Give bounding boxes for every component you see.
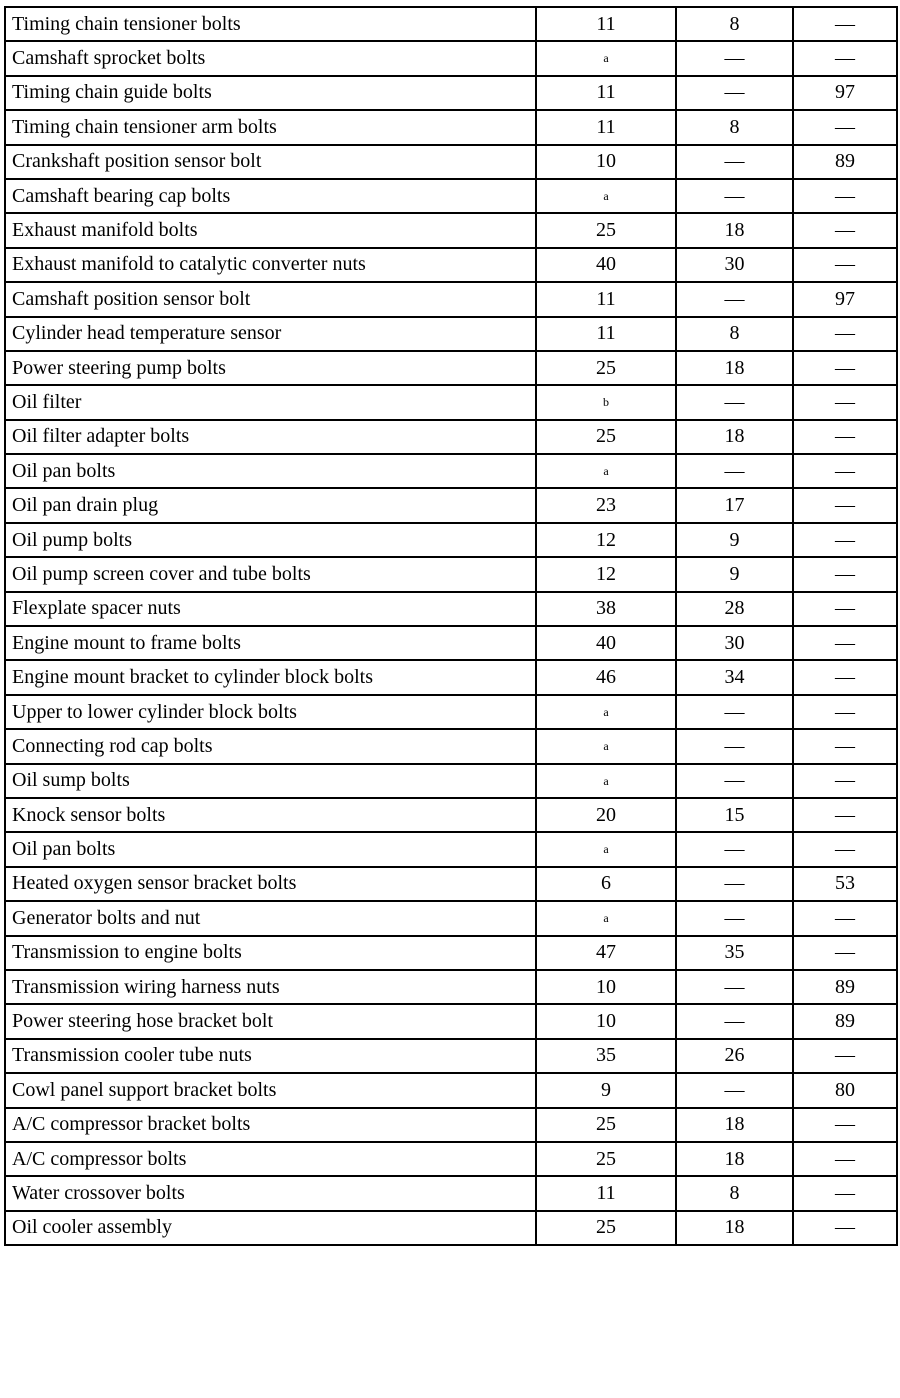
torque-lbft-value: —: [676, 832, 793, 866]
component-description: Transmission cooler tube nuts: [5, 1039, 536, 1073]
table-row: [5, 41, 897, 75]
torque-lbin-value: 53: [793, 867, 897, 901]
torque-lbin-value: —: [793, 1039, 897, 1073]
component-description: Oil filter: [5, 385, 536, 419]
table-row: [5, 1142, 897, 1176]
table-row: [5, 798, 897, 832]
component-description: Transmission wiring harness nuts: [5, 970, 536, 1004]
component-description: Camshaft sprocket bolts: [5, 41, 536, 75]
table-row: [5, 385, 897, 419]
torque-lbin-value: —: [793, 7, 897, 41]
torque-nm-value: 35: [536, 1039, 676, 1073]
torque-lbin-value: —: [793, 592, 897, 626]
torque-lbft-value: 8: [676, 7, 793, 41]
table-row: [5, 1004, 897, 1038]
table-row: [5, 1211, 897, 1245]
torque-nm-value: 46: [536, 660, 676, 694]
footnote-reference: a: [603, 911, 609, 926]
table-row: [5, 867, 897, 901]
torque-lbft-value: —: [676, 454, 793, 488]
footnote-reference: a: [603, 704, 609, 719]
component-description: Oil pan drain plug: [5, 488, 536, 522]
torque-lbin-value: —: [793, 488, 897, 522]
torque-lbin-value: —: [793, 626, 897, 660]
torque-nm-value: 40: [536, 626, 676, 660]
component-description: Upper to lower cylinder block bolts: [5, 695, 536, 729]
component-description: Oil pump bolts: [5, 523, 536, 557]
torque-lbft-value: 8: [676, 1176, 793, 1210]
footnote-reference: b: [603, 395, 609, 410]
torque-nm-value: 25: [536, 1142, 676, 1176]
torque-nm-footnote-cell: [536, 832, 676, 866]
torque-lbft-value: 9: [676, 523, 793, 557]
torque-lbft-value: —: [676, 695, 793, 729]
table-row: [5, 1073, 897, 1107]
torque-lbft-value: —: [676, 729, 793, 763]
torque-lbft-value: —: [676, 764, 793, 798]
component-description: Cowl panel support bracket bolts: [5, 1073, 536, 1107]
torque-nm-value: 10: [536, 1004, 676, 1038]
component-description: Transmission to engine bolts: [5, 936, 536, 970]
torque-lbin-value: —: [793, 317, 897, 351]
torque-nm-value: 11: [536, 7, 676, 41]
torque-lbin-value: 89: [793, 145, 897, 179]
torque-lbin-value: —: [793, 1108, 897, 1142]
torque-nm-value: 11: [536, 76, 676, 110]
torque-lbin-value: —: [793, 1176, 897, 1210]
footnote-reference: a: [603, 464, 609, 479]
table-row: [5, 76, 897, 110]
torque-lbft-value: 18: [676, 1142, 793, 1176]
table-row: [5, 317, 897, 351]
torque-spec-table: [4, 6, 898, 1246]
torque-lbft-value: —: [676, 901, 793, 935]
torque-lbft-value: —: [676, 385, 793, 419]
table-row: [5, 832, 897, 866]
torque-nm-value: 38: [536, 592, 676, 626]
torque-nm-footnote-cell: [536, 764, 676, 798]
torque-nm-value: 40: [536, 248, 676, 282]
torque-nm-footnote-cell: [536, 454, 676, 488]
torque-nm-value: 25: [536, 1211, 676, 1245]
component-description: Timing chain tensioner arm bolts: [5, 110, 536, 144]
component-description: Oil pan bolts: [5, 832, 536, 866]
component-description: Cylinder head temperature sensor: [5, 317, 536, 351]
torque-lbin-value: 89: [793, 1004, 897, 1038]
torque-nm-value: 23: [536, 488, 676, 522]
table-row: [5, 351, 897, 385]
footnote-reference: a: [603, 842, 609, 857]
component-description: Power steering pump bolts: [5, 351, 536, 385]
component-description: Generator bolts and nut: [5, 901, 536, 935]
torque-lbin-value: —: [793, 1142, 897, 1176]
table-row: [5, 592, 897, 626]
table-body: [5, 7, 897, 1245]
component-description: Timing chain guide bolts: [5, 76, 536, 110]
torque-lbft-value: —: [676, 179, 793, 213]
torque-nm-value: 25: [536, 420, 676, 454]
table-row: [5, 557, 897, 591]
component-description: Oil pump screen cover and tube bolts: [5, 557, 536, 591]
torque-lbin-value: —: [793, 41, 897, 75]
torque-lbft-value: 18: [676, 420, 793, 454]
table-row: [5, 420, 897, 454]
torque-lbin-value: —: [793, 660, 897, 694]
torque-lbin-value: —: [793, 213, 897, 247]
torque-lbft-value: —: [676, 1004, 793, 1038]
component-description: Oil pan bolts: [5, 454, 536, 488]
torque-lbin-value: —: [793, 798, 897, 832]
torque-lbft-value: —: [676, 282, 793, 316]
torque-nm-footnote-cell: [536, 179, 676, 213]
component-description: Crankshaft position sensor bolt: [5, 145, 536, 179]
torque-nm-value: 12: [536, 523, 676, 557]
torque-nm-footnote-cell: [536, 729, 676, 763]
torque-lbin-value: —: [793, 901, 897, 935]
torque-nm-value: 12: [536, 557, 676, 591]
torque-lbft-value: 9: [676, 557, 793, 591]
table-row: [5, 970, 897, 1004]
torque-lbft-value: 35: [676, 936, 793, 970]
component-description: Knock sensor bolts: [5, 798, 536, 832]
component-description: Engine mount bracket to cylinder block bolts: [5, 660, 536, 694]
torque-lbft-value: —: [676, 76, 793, 110]
torque-lbft-value: —: [676, 145, 793, 179]
torque-lbin-value: —: [793, 729, 897, 763]
component-description: Exhaust manifold to catalytic converter nuts: [5, 248, 536, 282]
torque-lbft-value: —: [676, 41, 793, 75]
component-description: Heated oxygen sensor bracket bolts: [5, 867, 536, 901]
torque-lbin-value: —: [793, 1211, 897, 1245]
torque-lbft-value: 8: [676, 317, 793, 351]
torque-lbin-value: —: [793, 248, 897, 282]
torque-lbft-value: 18: [676, 213, 793, 247]
table-row: [5, 729, 897, 763]
component-description: Power steering hose bracket bolt: [5, 1004, 536, 1038]
torque-nm-value: 11: [536, 282, 676, 316]
torque-nm-value: 47: [536, 936, 676, 970]
component-description: Oil cooler assembly: [5, 1211, 536, 1245]
torque-lbin-value: —: [793, 523, 897, 557]
torque-lbft-value: 15: [676, 798, 793, 832]
torque-lbft-value: —: [676, 970, 793, 1004]
torque-lbin-value: 97: [793, 282, 897, 316]
component-description: Camshaft position sensor bolt: [5, 282, 536, 316]
torque-lbft-value: —: [676, 1073, 793, 1107]
torque-lbft-value: 30: [676, 626, 793, 660]
torque-nm-value: 25: [536, 351, 676, 385]
torque-lbft-value: 28: [676, 592, 793, 626]
torque-nm-footnote-cell: [536, 385, 676, 419]
table-row: [5, 282, 897, 316]
torque-nm-value: 10: [536, 145, 676, 179]
torque-nm-value: 11: [536, 1176, 676, 1210]
torque-nm-value: 6: [536, 867, 676, 901]
table-row: [5, 488, 897, 522]
footnote-reference: a: [603, 773, 609, 788]
torque-lbin-value: —: [793, 420, 897, 454]
torque-lbin-value: —: [793, 936, 897, 970]
torque-nm-value: 25: [536, 213, 676, 247]
torque-nm-value: 25: [536, 1108, 676, 1142]
torque-lbft-value: 30: [676, 248, 793, 282]
torque-lbin-value: —: [793, 832, 897, 866]
table-row: [5, 695, 897, 729]
component-description: Exhaust manifold bolts: [5, 213, 536, 247]
torque-lbft-value: 18: [676, 351, 793, 385]
table-row: [5, 454, 897, 488]
component-description: A/C compressor bolts: [5, 1142, 536, 1176]
footnote-reference: a: [603, 51, 609, 66]
table-row: [5, 110, 897, 144]
torque-lbin-value: 97: [793, 76, 897, 110]
torque-nm-value: 11: [536, 317, 676, 351]
component-description: Oil sump bolts: [5, 764, 536, 798]
table-row: [5, 660, 897, 694]
table-row: [5, 1108, 897, 1142]
torque-nm-value: 10: [536, 970, 676, 1004]
component-description: Water crossover bolts: [5, 1176, 536, 1210]
table-row: [5, 179, 897, 213]
torque-lbin-value: —: [793, 454, 897, 488]
torque-nm-footnote-cell: [536, 41, 676, 75]
table-row: [5, 626, 897, 660]
footnote-reference: a: [603, 739, 609, 754]
component-description: Connecting rod cap bolts: [5, 729, 536, 763]
torque-nm-value: 11: [536, 110, 676, 144]
torque-lbin-value: 80: [793, 1073, 897, 1107]
torque-lbft-value: 8: [676, 110, 793, 144]
torque-lbin-value: —: [793, 385, 897, 419]
table-row: [5, 1176, 897, 1210]
table-row: [5, 1039, 897, 1073]
torque-nm-footnote-cell: [536, 901, 676, 935]
torque-nm-value: 20: [536, 798, 676, 832]
torque-lbft-value: 17: [676, 488, 793, 522]
component-description: Engine mount to frame bolts: [5, 626, 536, 660]
table-row: [5, 764, 897, 798]
component-description: A/C compressor bracket bolts: [5, 1108, 536, 1142]
torque-lbin-value: —: [793, 557, 897, 591]
torque-nm-value: 9: [536, 1073, 676, 1107]
component-description: Oil filter adapter bolts: [5, 420, 536, 454]
table-row: [5, 523, 897, 557]
component-description: Timing chain tensioner bolts: [5, 7, 536, 41]
torque-lbft-value: 18: [676, 1211, 793, 1245]
component-description: Flexplate spacer nuts: [5, 592, 536, 626]
component-description: Camshaft bearing cap bolts: [5, 179, 536, 213]
torque-lbin-value: —: [793, 351, 897, 385]
table-row: [5, 248, 897, 282]
torque-lbin-value: 89: [793, 970, 897, 1004]
torque-lbft-value: —: [676, 867, 793, 901]
torque-lbin-value: —: [793, 179, 897, 213]
torque-lbft-value: 34: [676, 660, 793, 694]
table-row: [5, 7, 897, 41]
torque-lbin-value: —: [793, 110, 897, 144]
table-row: [5, 213, 897, 247]
torque-lbft-value: 18: [676, 1108, 793, 1142]
torque-lbft-value: 26: [676, 1039, 793, 1073]
footnote-reference: a: [603, 188, 609, 203]
torque-lbin-value: —: [793, 764, 897, 798]
table-row: [5, 901, 897, 935]
torque-lbin-value: —: [793, 695, 897, 729]
table-row: [5, 145, 897, 179]
table-row: [5, 936, 897, 970]
torque-nm-footnote-cell: [536, 695, 676, 729]
